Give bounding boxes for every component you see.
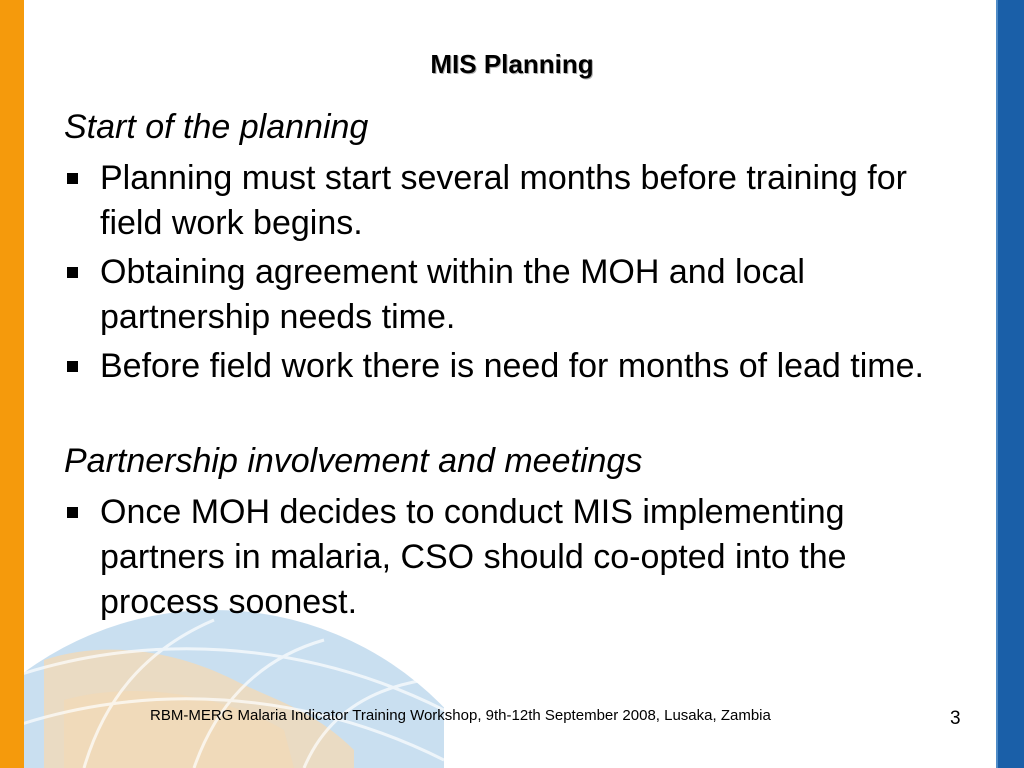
bullet-text: Planning must start several months before training for field work begins.	[100, 159, 907, 242]
square-bullet-icon	[67, 361, 78, 372]
section-heading: Partnership involvement and meetings	[64, 442, 643, 480]
page-number: 3	[950, 708, 961, 729]
slide-footer: RBM-MERG Malaria Indicator Training Workshop, 9th-12th September 2008, Lusaka, Zambia	[150, 707, 771, 724]
slide-body	[64, 105, 964, 629]
bullet-list	[64, 156, 964, 389]
section-start-of-planning	[64, 105, 964, 389]
bullet-text: Obtaining agreement within the MOH and local partnership needs time.	[100, 253, 805, 336]
section-partnership	[64, 439, 964, 625]
right-accent-bar	[998, 0, 1024, 768]
square-bullet-icon	[67, 507, 78, 518]
slide-title: MIS Planning	[430, 49, 594, 79]
bullet-list	[64, 490, 964, 625]
bullet-text: Before field work there is need for months of lead time.	[100, 347, 924, 385]
square-bullet-icon	[67, 173, 78, 184]
left-accent-bar	[0, 0, 24, 768]
bullet-item	[64, 344, 964, 389]
bullet-text: Once MOH decides to conduct MIS implementing partners in malaria, CSO should co-opted into the process soonest.	[100, 493, 847, 621]
bullet-item	[64, 250, 964, 340]
bullet-item	[64, 490, 964, 625]
section-spacer	[64, 393, 964, 439]
square-bullet-icon	[67, 267, 78, 278]
bullet-item	[64, 156, 964, 246]
section-heading: Start of the planning	[64, 108, 369, 146]
